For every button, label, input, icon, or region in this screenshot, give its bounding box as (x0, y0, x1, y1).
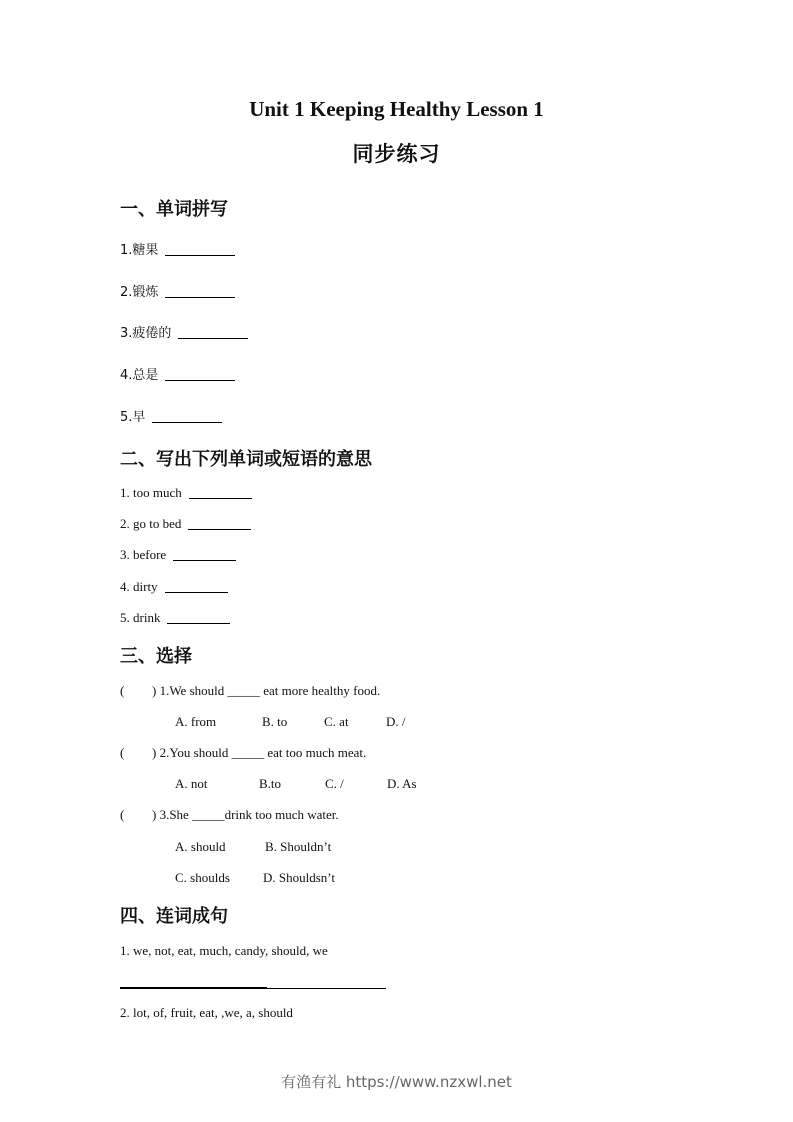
option-a: A. not (175, 776, 208, 791)
page-subtitle: 同步练习 (352, 142, 441, 166)
section-heading-meaning: 二、写出下列单词或短语的意思 (120, 449, 372, 470)
option-c: C. shoulds (175, 870, 230, 885)
option-c: C. / (325, 776, 344, 791)
item-label: 5. drink (120, 610, 161, 625)
meaning-item (120, 485, 252, 501)
option-b: B. to (262, 714, 288, 729)
answer-blank[interactable] (188, 528, 251, 530)
spelling-item (120, 239, 235, 258)
answer-blank[interactable] (165, 591, 228, 593)
answer-line-segment (120, 987, 267, 989)
section-heading-sentence: 四、连词成句 (120, 906, 228, 927)
answer-bracket[interactable]: ( (120, 683, 125, 698)
question-stem: ) 2.You should _____ eat too much meat. (152, 745, 367, 760)
item-label: 4.总是 (120, 368, 159, 383)
answer-blank[interactable] (178, 337, 248, 339)
answer-blank[interactable] (189, 497, 252, 499)
option-d: D. Shouldsn’t (263, 870, 335, 885)
answer-blank[interactable] (165, 254, 235, 256)
item-label: 1.糖果 (120, 243, 159, 258)
answer-blank[interactable] (173, 559, 236, 561)
item-label: 2.锻炼 (120, 285, 159, 300)
question-stem: ) 1.We should _____ eat more healthy food. (152, 683, 381, 698)
answer-blank[interactable] (165, 379, 235, 381)
meaning-item (120, 516, 251, 532)
option-a: A. should (175, 839, 226, 854)
item-label: 4. dirty (120, 579, 158, 594)
item-label: 5.早 (120, 410, 146, 425)
spelling-item (120, 322, 248, 341)
answer-blank[interactable] (152, 421, 222, 423)
answer-bracket[interactable]: ( (120, 807, 125, 822)
answer-blank[interactable] (165, 296, 235, 298)
option-a: A. from (175, 714, 217, 729)
answer-bracket[interactable]: ( (120, 745, 125, 760)
item-label: 3. before (120, 547, 167, 562)
question-stem: ) 3.She _____drink too much water. (152, 807, 339, 822)
option-d: D. / (386, 714, 406, 729)
spelling-item (120, 364, 235, 383)
option-b: B.to (259, 776, 282, 791)
option-b: B. Shouldn’t (265, 839, 332, 854)
item-label: 3.疲倦的 (120, 326, 172, 341)
watermark: 有渔有礼 https://www.nzxwl.net (281, 1073, 512, 1091)
section-heading-spelling: 一、单词拼写 (120, 199, 228, 220)
sentence-item: 2. lot, of, fruit, eat, ,we, a, should (120, 1005, 293, 1020)
page-title: Unit 1 Keeping Healthy Lesson 1 (249, 97, 544, 121)
meaning-item (120, 547, 236, 563)
option-c: C. at (324, 714, 349, 729)
item-label: 2. go to bed (120, 516, 182, 531)
sentence-item: 1. we, not, eat, much, candy, should, we (120, 943, 328, 958)
answer-blank[interactable] (167, 622, 230, 624)
item-label: 1. too much (120, 485, 182, 500)
spelling-item (120, 406, 222, 425)
section-heading-choice: 三、选择 (120, 646, 192, 667)
spelling-item (120, 281, 235, 300)
option-d: D. As (387, 776, 417, 791)
meaning-item (120, 579, 228, 595)
meaning-item (120, 610, 230, 626)
